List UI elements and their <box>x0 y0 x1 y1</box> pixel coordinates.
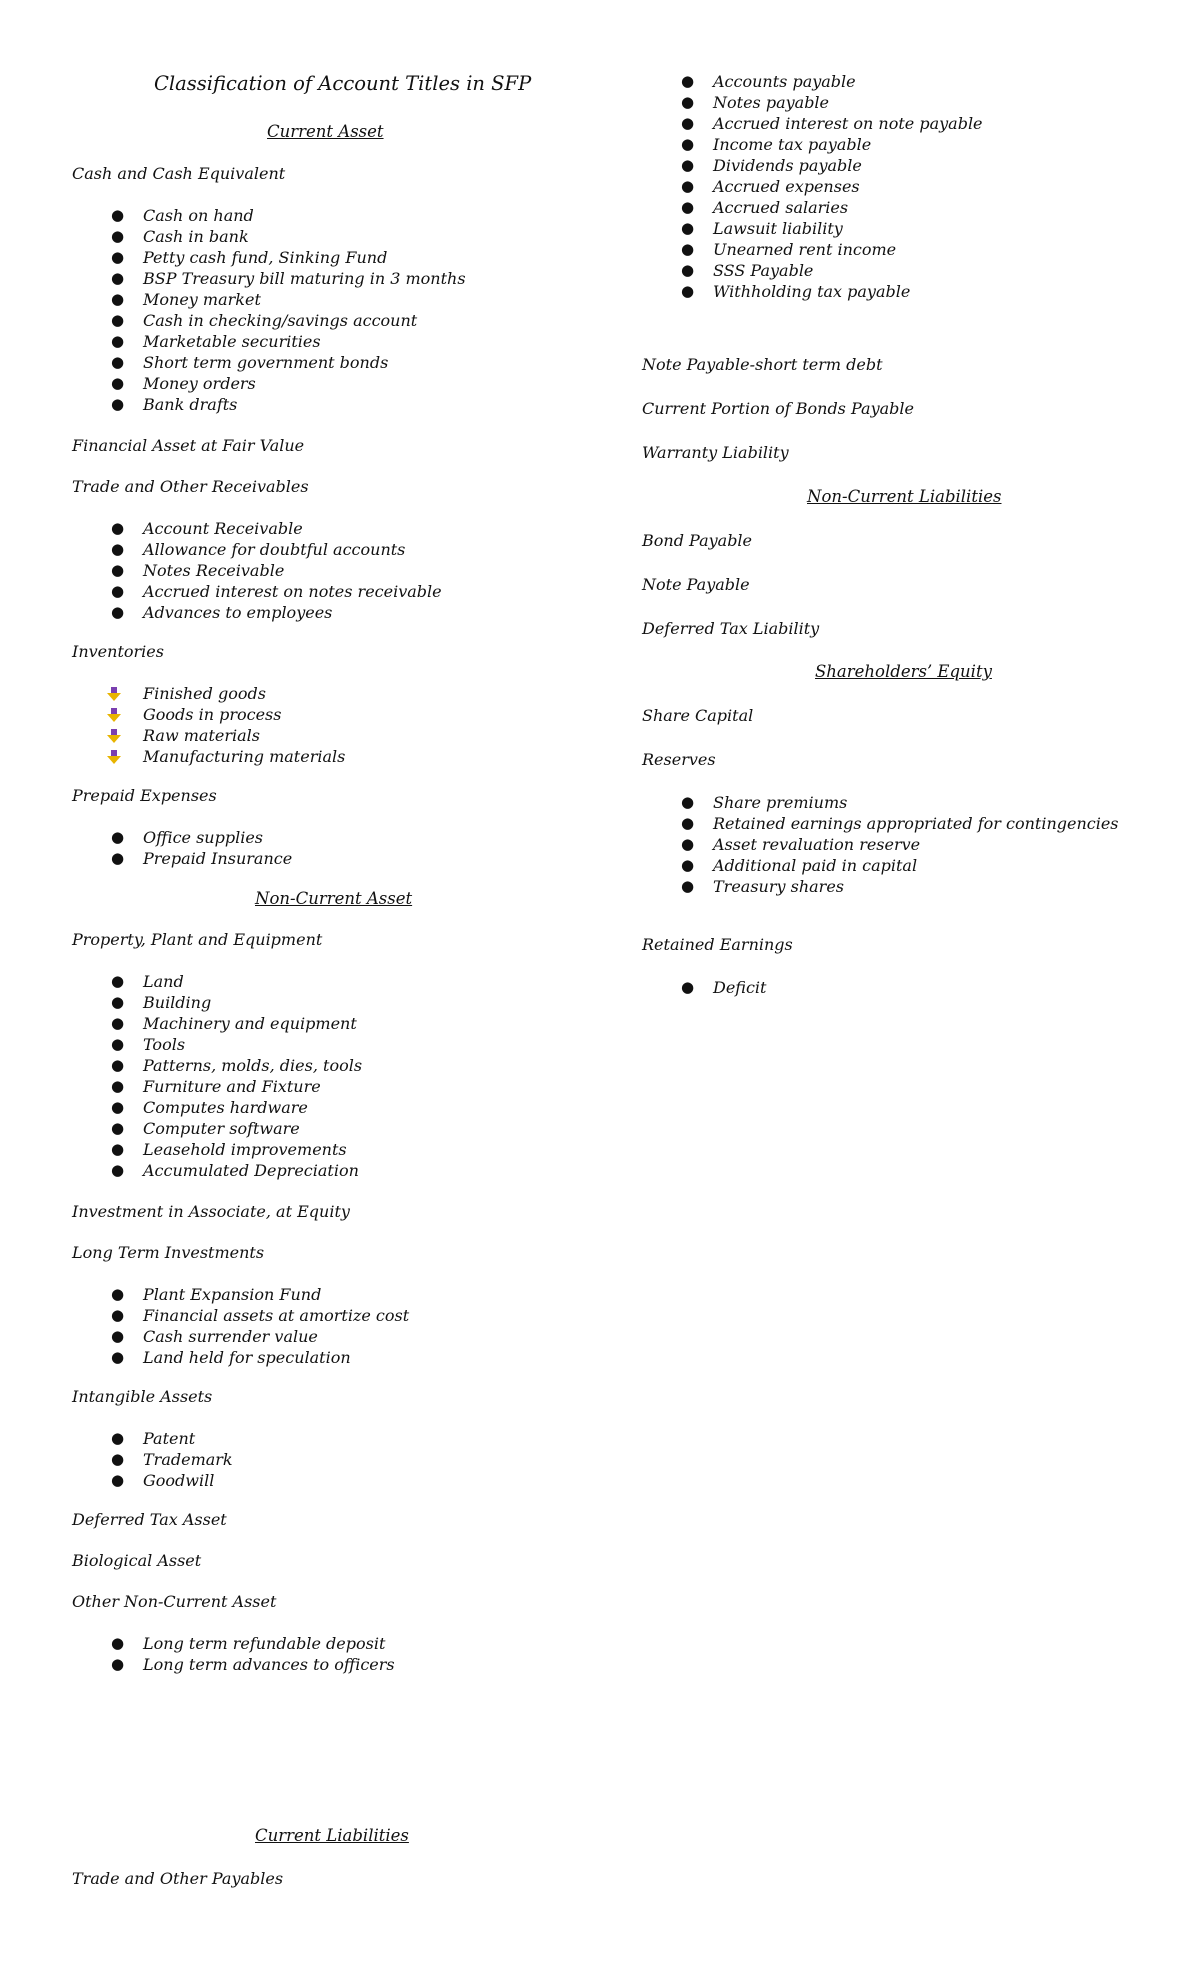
bullet-icon: ● <box>111 1119 125 1137</box>
bullet-icon: ● <box>681 135 695 153</box>
list-item: ● Share premiums <box>681 793 848 812</box>
bullet-icon: ● <box>111 311 125 329</box>
bullet-icon: ● <box>681 835 695 853</box>
bullet-icon: ● <box>111 269 125 287</box>
list-item: ● Notes payable <box>681 93 830 112</box>
bullet-icon: ● <box>111 332 125 350</box>
bullet-icon: ● <box>111 1161 125 1179</box>
current-asset-heading: Current Asset <box>267 122 384 141</box>
list-item: ● Treasury shares <box>681 877 844 896</box>
list-item: Raw materials <box>72 725 345 746</box>
bullet-icon: ● <box>111 1014 125 1032</box>
list-item: ● Lawsuit liability <box>681 219 843 238</box>
inventories-list <box>72 683 345 767</box>
bullet-icon: ● <box>681 282 695 300</box>
list-item: ● Computer software <box>111 1119 300 1138</box>
list-item: Manufacturing materials <box>72 746 345 767</box>
bullet-icon: ● <box>111 519 125 537</box>
inventories-heading: Inventories <box>72 642 164 661</box>
list-item: ● Machinery and equipment <box>111 1014 357 1033</box>
arrow-down-icon <box>107 687 121 701</box>
list-item: ● Notes Receivable <box>111 561 285 580</box>
list-item: ● Cash surrender value <box>111 1327 318 1346</box>
cash-heading: Cash and Cash Equivalent <box>72 164 286 183</box>
bullet-icon: ● <box>111 353 125 371</box>
list-item: ● Leasehold improvements <box>111 1140 347 1159</box>
current-liabilities-heading: Current Liabilities <box>255 1826 409 1845</box>
bullet-icon: ● <box>111 603 125 621</box>
list-item: ● Cash in checking/savings account <box>111 311 418 330</box>
list-item: ● Cash in bank <box>111 227 249 246</box>
lt-investments-heading: Long Term Investments <box>72 1243 265 1262</box>
bullet-icon: ● <box>111 248 125 266</box>
list-item: ● Asset revaluation reserve <box>681 835 921 854</box>
reserves-heading: Reserves <box>642 750 716 769</box>
list-item: ● Office supplies <box>111 828 263 847</box>
bullet-icon: ● <box>111 1471 125 1489</box>
deferred-tax-liability-heading: Deferred Tax Liability <box>642 619 820 638</box>
bullet-icon: ● <box>681 177 695 195</box>
list-item: ● Short term government bonds <box>111 353 389 372</box>
list-item: ● Accrued interest on note payable <box>681 114 983 133</box>
bullet-icon: ● <box>111 1655 125 1673</box>
bullet-icon: ● <box>111 828 125 846</box>
list-item: ● Money market <box>111 290 261 309</box>
bullet-icon: ● <box>111 972 125 990</box>
lt-investments-list <box>72 1284 409 1368</box>
list-item: ● Additional paid in capital <box>681 856 918 875</box>
bullet-icon: ● <box>111 374 125 392</box>
receivables-heading: Trade and Other Receivables <box>72 477 309 496</box>
equity-heading: Shareholders’ Equity <box>815 662 992 681</box>
list-item: ● Patterns, molds, dies, tools <box>111 1056 363 1075</box>
list-item: ● Petty cash fund, Sinking Fund <box>111 248 388 267</box>
bond-payable-heading: Bond Payable <box>642 531 753 550</box>
bullet-icon: ● <box>681 793 695 811</box>
reserves-list <box>642 792 1119 897</box>
arrow-down-icon <box>107 729 121 743</box>
bullet-icon: ● <box>111 206 125 224</box>
list-item: ● Accounts payable <box>681 72 856 91</box>
list-item: ● Accrued salaries <box>681 198 849 217</box>
list-item: ● Money orders <box>111 374 256 393</box>
document-title: Classification of Account Titles in SFP <box>154 72 532 95</box>
list-item: ● BSP Treasury bill maturing in 3 months <box>111 269 466 288</box>
bullet-icon: ● <box>111 1429 125 1447</box>
bullet-icon: ● <box>111 1098 125 1116</box>
list-item: ● SSS Payable <box>681 261 814 280</box>
list-item: ● Account Receivable <box>111 519 303 538</box>
bullet-icon: ● <box>681 219 695 237</box>
list-item: ● Patent <box>111 1429 196 1448</box>
list-item: ● Allowance for doubtful accounts <box>111 540 406 559</box>
cash-list <box>72 205 466 415</box>
share-capital-heading: Share Capital <box>642 706 754 725</box>
list-item: ● Retained earnings appropriated for contingencies <box>681 814 1119 833</box>
bullet-icon: ● <box>111 993 125 1011</box>
bullet-icon: ● <box>681 93 695 111</box>
list-item: ● Financial assets at amortize cost <box>111 1306 410 1325</box>
list-item: ● Land <box>111 972 184 991</box>
bullet-icon: ● <box>111 227 125 245</box>
bullet-icon: ● <box>111 540 125 558</box>
list-item: Finished goods <box>72 683 345 704</box>
list-item: ● Building <box>111 993 212 1012</box>
arrow-down-icon <box>107 708 121 722</box>
list-item: ● Land held for speculation <box>111 1348 351 1367</box>
intangible-heading: Intangible Assets <box>72 1387 213 1406</box>
list-item: ● Plant Expansion Fund <box>111 1285 322 1304</box>
noncurrent-liabilities-heading: Non-Current Liabilities <box>807 487 1002 506</box>
bullet-icon: ● <box>111 1306 125 1324</box>
prepaid-list <box>72 827 292 869</box>
bullet-icon: ● <box>111 1056 125 1074</box>
ppe-heading: Property, Plant and Equipment <box>72 930 323 949</box>
bullet-icon: ● <box>681 156 695 174</box>
list-item: ● Income tax payable <box>681 135 872 154</box>
arrow-down-icon <box>107 750 121 764</box>
receivables-list <box>72 518 442 623</box>
bullet-icon: ● <box>681 814 695 832</box>
bullet-icon: ● <box>111 1327 125 1345</box>
deferred-tax-asset-heading: Deferred Tax Asset <box>72 1510 227 1529</box>
bullet-icon: ● <box>111 395 125 413</box>
list-item: ● Advances to employees <box>111 603 333 622</box>
bullet-icon: ● <box>111 1348 125 1366</box>
note-payable-heading: Note Payable <box>642 575 750 594</box>
list-item: ● Trademark <box>111 1450 233 1469</box>
list-item: ● Bank drafts <box>111 395 238 414</box>
list-item: ● Cash on hand <box>111 206 254 225</box>
bullet-icon: ● <box>111 849 125 867</box>
list-item: ● Unearned rent income <box>681 240 897 259</box>
retained-earnings-list <box>642 977 766 998</box>
other-noncurrent-list <box>72 1633 395 1675</box>
list-item: ● Long term refundable deposit <box>111 1634 386 1653</box>
retained-earnings-heading: Retained Earnings <box>642 935 793 954</box>
noncurrent-asset-heading: Non-Current Asset <box>255 889 413 908</box>
bullet-icon: ● <box>111 1285 125 1303</box>
biological-heading: Biological Asset <box>72 1551 202 1570</box>
bullet-icon: ● <box>111 1035 125 1053</box>
current-portion-bonds-heading: Current Portion of Bonds Payable <box>642 399 914 418</box>
bullet-icon: ● <box>681 261 695 279</box>
bullet-icon: ● <box>111 1450 125 1468</box>
bullet-icon: ● <box>681 856 695 874</box>
bullet-icon: ● <box>681 240 695 258</box>
intangible-list <box>72 1428 233 1491</box>
other-noncurrent-heading: Other Non-Current Asset <box>72 1592 277 1611</box>
list-item: ● Accumulated Depreciation <box>111 1161 359 1180</box>
list-item: ● Long term advances to officers <box>111 1655 395 1674</box>
payables-heading: Trade and Other Payables <box>72 1869 284 1888</box>
investment-associate-heading: Investment in Associate, at Equity <box>72 1202 350 1221</box>
bullet-icon: ● <box>681 72 695 90</box>
list-item: ● Marketable securities <box>111 332 321 351</box>
list-item: ● Furniture and Fixture <box>111 1077 321 1096</box>
prepaid-heading: Prepaid Expenses <box>72 786 217 805</box>
financial-asset-heading: Financial Asset at Fair Value <box>72 436 305 455</box>
bullet-icon: ● <box>681 198 695 216</box>
list-item: ● Computes hardware <box>111 1098 308 1117</box>
bullet-icon: ● <box>111 1140 125 1158</box>
bullet-icon: ● <box>681 877 695 895</box>
note-payable-short-heading: Note Payable-short term debt <box>642 355 883 374</box>
ppe-list <box>72 971 362 1181</box>
bullet-icon: ● <box>681 114 695 132</box>
list-item: ● Goodwill <box>111 1471 215 1490</box>
warranty-heading: Warranty Liability <box>642 443 789 462</box>
bullet-icon: ● <box>111 582 125 600</box>
bullet-icon: ● <box>111 1077 125 1095</box>
bullet-icon: ● <box>111 290 125 308</box>
list-item: ● Accrued expenses <box>681 177 860 196</box>
list-item: ● Prepaid Insurance <box>111 849 293 868</box>
payables-list <box>642 71 983 302</box>
bullet-icon: ● <box>111 561 125 579</box>
list-item: ● Deficit <box>681 978 767 997</box>
list-item: ● Dividends payable <box>681 156 862 175</box>
list-item: ● Tools <box>111 1035 186 1054</box>
bullet-icon: ● <box>111 1634 125 1652</box>
list-item: ● Accrued interest on notes receivable <box>111 582 442 601</box>
list-item: Goods in process <box>72 704 345 725</box>
bullet-icon: ● <box>681 978 695 996</box>
list-item: ● Withholding tax payable <box>681 282 911 301</box>
